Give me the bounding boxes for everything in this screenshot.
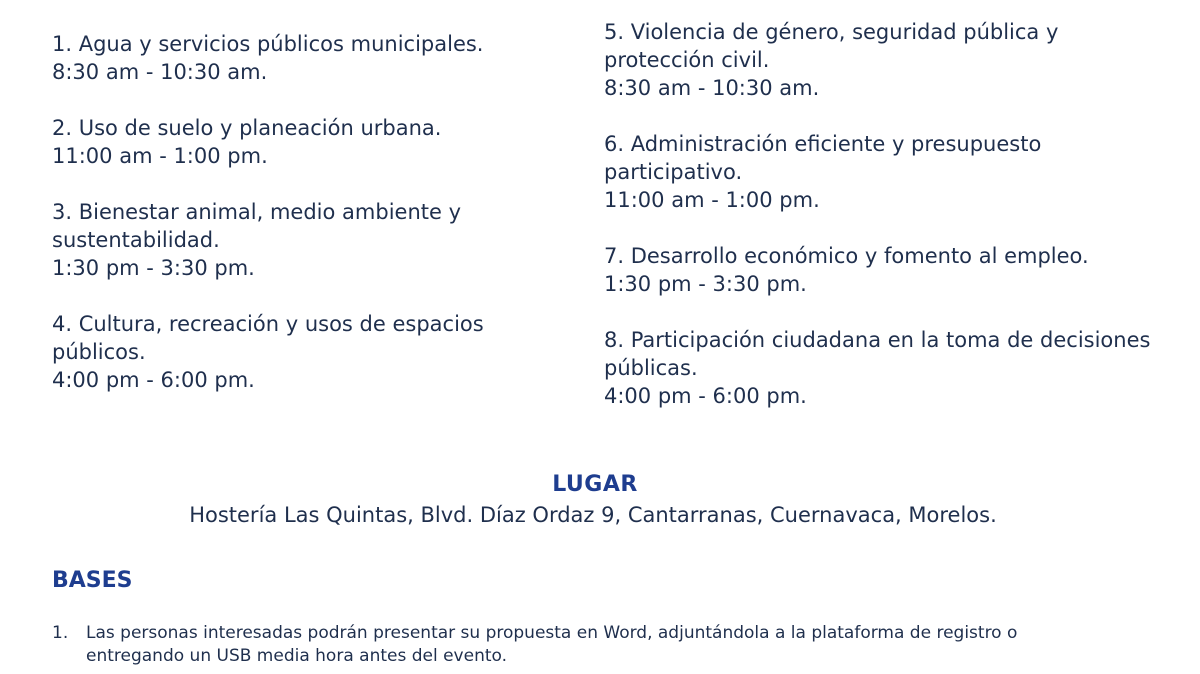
topics-right-column	[604, 18, 1164, 438]
topic-time: 4:00 pm - 6:00 pm.	[604, 384, 807, 408]
topic-title: 5. Violencia de género, seguridad pública y protección civil.	[604, 20, 1059, 72]
topic-title: 7. Desarrollo económico y fomento al empleo.	[604, 244, 1089, 268]
topic-item	[604, 326, 1164, 410]
topic-title: 3. Bienestar animal, medio ambiente y sustentabilidad.	[52, 200, 462, 252]
topic-item	[604, 130, 1164, 214]
topic-title: 4. Cultura, recreación y usos de espacios públicos.	[52, 312, 484, 364]
topics-left-column	[52, 18, 572, 422]
topic-time: 1:30 pm - 3:30 pm.	[604, 272, 807, 296]
bases-item-number: 1.	[52, 623, 69, 643]
topic-time: 11:00 am - 1:00 pm.	[52, 144, 268, 168]
lugar-address: Hostería Las Quintas, Blvd. Díaz Ordaz 9, Cantarranas, Cuernavaca, Morelos.	[189, 503, 997, 527]
topic-time: 8:30 am - 10:30 am.	[52, 60, 268, 84]
topic-time: 1:30 pm - 3:30 pm.	[52, 256, 255, 280]
bases-item-text: Las personas interesadas podrán presentar su propuesta en Word, adjuntándola a la plataforma de registro o entregando un USB media hora antes del evento.	[86, 623, 1018, 666]
topic-time: 8:30 am - 10:30 am.	[604, 76, 820, 100]
topic-item	[52, 310, 572, 394]
bases-list-item	[52, 622, 1112, 668]
topic-title: 6. Administración eficiente y presupuesto participativo.	[604, 132, 1042, 184]
topic-title: 1. Agua y servicios públicos municipales.	[52, 32, 484, 56]
topic-item	[52, 30, 572, 86]
bases-heading: BASES	[52, 568, 133, 593]
topic-time: 4:00 pm - 6:00 pm.	[52, 368, 255, 392]
topic-item	[52, 114, 572, 170]
topic-title: 8. Participación ciudadana en la toma de decisiones públicas.	[604, 328, 1151, 380]
topic-item	[52, 198, 572, 282]
topic-title: 2. Uso de suelo y planeación urbana.	[52, 116, 442, 140]
topic-item	[604, 242, 1164, 298]
topic-time: 11:00 am - 1:00 pm.	[604, 188, 820, 212]
lugar-heading: LUGAR	[552, 472, 638, 497]
topic-item	[604, 18, 1164, 102]
